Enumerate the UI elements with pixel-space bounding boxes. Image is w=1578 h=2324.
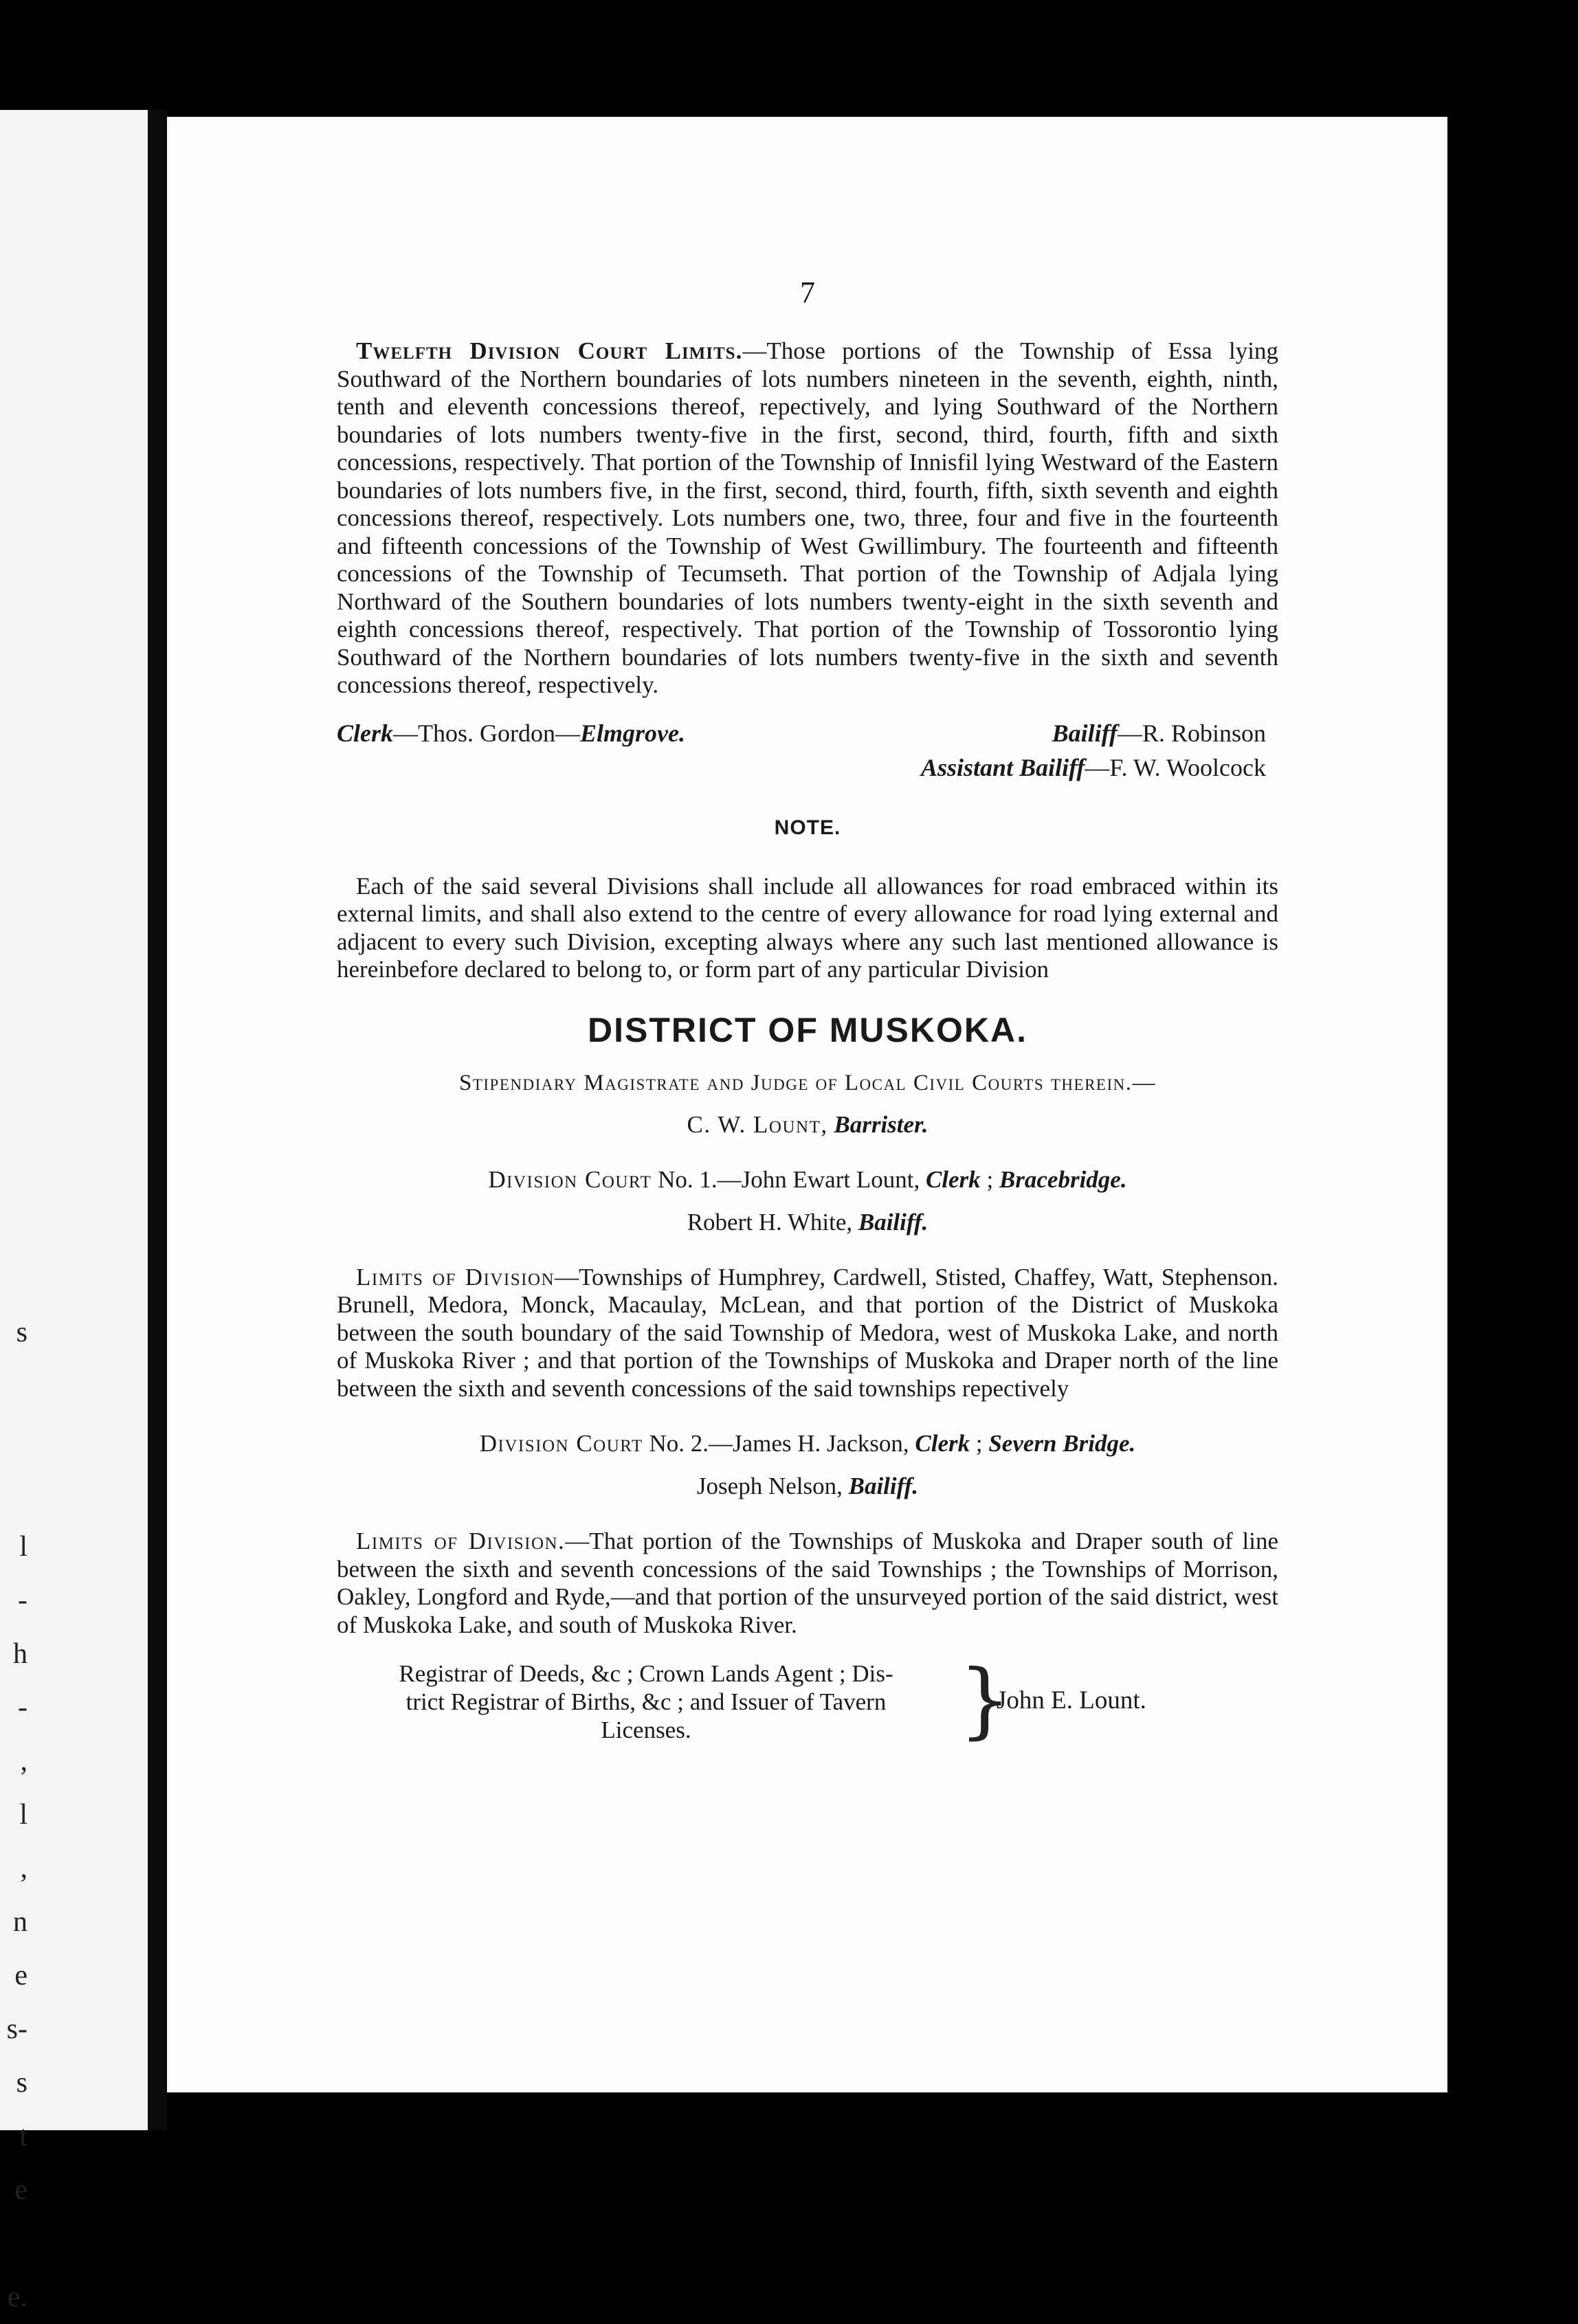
court2-limits-text: —That portion of the Townships of Muskoka and Draper south of line between the sixth and seventh concessions of the said Townships ; the Townships of Morrison, Oakley, Longford and Ryde,—and that portion of the unsurveyed portion of the said district, west of Muskoka Lake, and south of Muskoka River. (337, 1528, 1278, 1638)
assistant-bailiff-label: Assistant Bailiff (921, 753, 1085, 781)
bailiff-label: Bailiff (1052, 719, 1118, 747)
court1-bailiff: Robert H. White, (687, 1208, 853, 1236)
court2-number: No. 2. (649, 1430, 709, 1457)
page-content (337, 275, 1278, 1756)
court1-bailiff-role: Bailiff. (858, 1208, 929, 1236)
page-number: 7 (800, 276, 815, 309)
court1-limits-paragraph (337, 1264, 1278, 1403)
margin-letter: e (14, 1960, 27, 1991)
clerk-place: Elmgrove. (580, 719, 685, 747)
registrar-line: trict Registrar of Births, &c ; and Issuer of Tavern (405, 1688, 887, 1715)
margin-letter: - (18, 1692, 27, 1723)
court2-bailiff: Joseph Nelson, (696, 1473, 843, 1499)
book-spine (148, 110, 167, 2130)
clerk-name: —Thos. Gordon— (393, 719, 581, 747)
court2-place: Severn Bridge. (988, 1430, 1136, 1457)
margin-letter: e (14, 2174, 27, 2206)
margin-letter: s (16, 1317, 27, 1348)
court1-place: Bracebridge. (999, 1165, 1127, 1193)
twelfth-division-text: —Those portions of the Township of Essa lying Southward of the Northern boundaries of lots numbers nineteen in the seventh, eighth, ninth, tenth and eleventh concessions thereof, repectively, and lying Southward of the Northern boundaries of lots numbers twenty-five in the first, second, third, fourth, fifth and sixth concessions, respectively. That portion of the Township of Innisfil lying Westward of the Eastern boundaries of lots numbers five, in the first, second, third, fourth, fifth, sixth seventh and eighth concessions thereof, respectively. Lots numbers one, two, three, four and five in the fourteenth and fifteenth concessions of the Township of West Gwillimbury. The fourteenth and fifteenth concessions of the Township of Tecumseth. That portion of the Township of Adjala lying Northward of the Southern boundaries of lots numbers twenty-eight in the sixth seventh and eighth concessions thereof, respectively. That portion of the Township of Tossorontio lying Southward of the Northern boundaries of lots numbers twenty-five in the sixth and seventh concessions thereof, respectively. (337, 337, 1278, 698)
court2-bailiff-line (337, 1473, 1278, 1500)
margin-letter: t (19, 2121, 27, 2152)
court1-heading-line: Division Court No. 1.—John Ewart Lount, Clerk ; Bracebridge. (488, 1165, 1127, 1193)
margin-letter: h (13, 1638, 27, 1670)
twelfth-officers-row (337, 719, 1278, 753)
court1-number: No. 1. (658, 1165, 718, 1193)
court2-clerk: —James H. Jackson, (709, 1430, 909, 1457)
margin-letter: s (16, 2067, 27, 2099)
margin-letter (0, 2217, 27, 2270)
court1-bailiff-line (337, 1209, 1278, 1236)
stipendiary-line (337, 1071, 1278, 1096)
twelfth-division-paragraph (337, 337, 1278, 700)
court1-clerk: —John Ewart Lount, (717, 1165, 920, 1193)
margin-letter: , (20, 1853, 27, 1884)
twelfth-bailiff (1052, 719, 1266, 748)
margin-letter: l (19, 1799, 27, 1831)
magistrate-title: Barrister. (834, 1110, 929, 1138)
court2-limits-heading: Limits of Division. (356, 1528, 566, 1554)
twelfth-division-heading: Twelfth Division Court Limits. (356, 337, 743, 364)
court1-clerk-role: Clerk (925, 1165, 981, 1193)
court2-clerk-role: Clerk (915, 1430, 970, 1457)
registrar-name: John E. Lount. (997, 1686, 1146, 1714)
magistrate-line (337, 1111, 1278, 1139)
margin-letter: s- (6, 2013, 27, 2045)
court1-limits-text: —Townships of Humphrey, Cardwell, Stisted, Chaffey, Watt, Stephenson. Brunell, Medora, Monck, Macaulay, McLean, and that portion of the District of Muskoka between the south boundary of the said Township of Medora, west of Muskoka Lake, and north of Muskoka River ; and that portion of the Townships of Muskoka and Draper north of the line between the sixth and seventh concessions of the said townships repectively (337, 1263, 1278, 1402)
registrar-offices (337, 1660, 955, 1744)
margin-letter (0, 1359, 27, 1413)
margin-letter: e. (7, 2281, 27, 2313)
margin-letter: n (13, 1906, 27, 1938)
court2-label: Division Court (479, 1430, 643, 1457)
court2-bailiff-role: Bailiff. (848, 1473, 919, 1499)
court1-limits-heading: Limits of Division (356, 1263, 555, 1291)
note-heading: NOTE. (774, 816, 841, 839)
registrar-line: Licenses. (601, 1717, 691, 1743)
margin-letter: - (18, 1585, 27, 1616)
assistant-bailiff-name: —F. W. Woolcock (1085, 753, 1266, 781)
clerk-label: Clerk (337, 719, 394, 747)
note-paragraph: Each of the said several Divisions shall include all allowances for road embraced within its external limits, and shall also extend to the centre of every allowance for road lying external and adjacent to every such Division, excepting always where any such last mentioned allowance is hereinbefore declared to belong to, or form part of any particular Division (337, 872, 1278, 983)
district-title: DISTRICT OF MUSKOKA. (588, 1010, 1027, 1049)
registrar-line: Registrar of Deeds, &c ; Crown Lands Agent ; Dis- (399, 1660, 893, 1687)
court1-label: Division Court (488, 1165, 652, 1193)
registrar-block (337, 1653, 1278, 1756)
twelfth-clerk (337, 719, 685, 748)
margin-letter: l (19, 1531, 27, 1563)
court2-limits-paragraph (337, 1528, 1278, 1639)
stipendiary-title: Stipendiary Magistrate and Judge of Local Civil Courts therein.— (459, 1070, 1156, 1095)
twelfth-assistant-bailiff (337, 753, 1266, 782)
brace-icon: } (959, 1653, 1012, 1748)
bailiff-name: —R. Robinson (1117, 719, 1266, 747)
facing-page-margin-text (0, 1306, 27, 2324)
margin-letter: , (20, 1745, 27, 1777)
margin-letter (0, 1413, 27, 1466)
magistrate-name: C. W. Lount, (687, 1110, 828, 1138)
court2-heading-line: Division Court No. 2.—James H. Jackson, Clerk ; Severn Bridge. (479, 1430, 1136, 1457)
margin-letter (0, 1466, 27, 1520)
